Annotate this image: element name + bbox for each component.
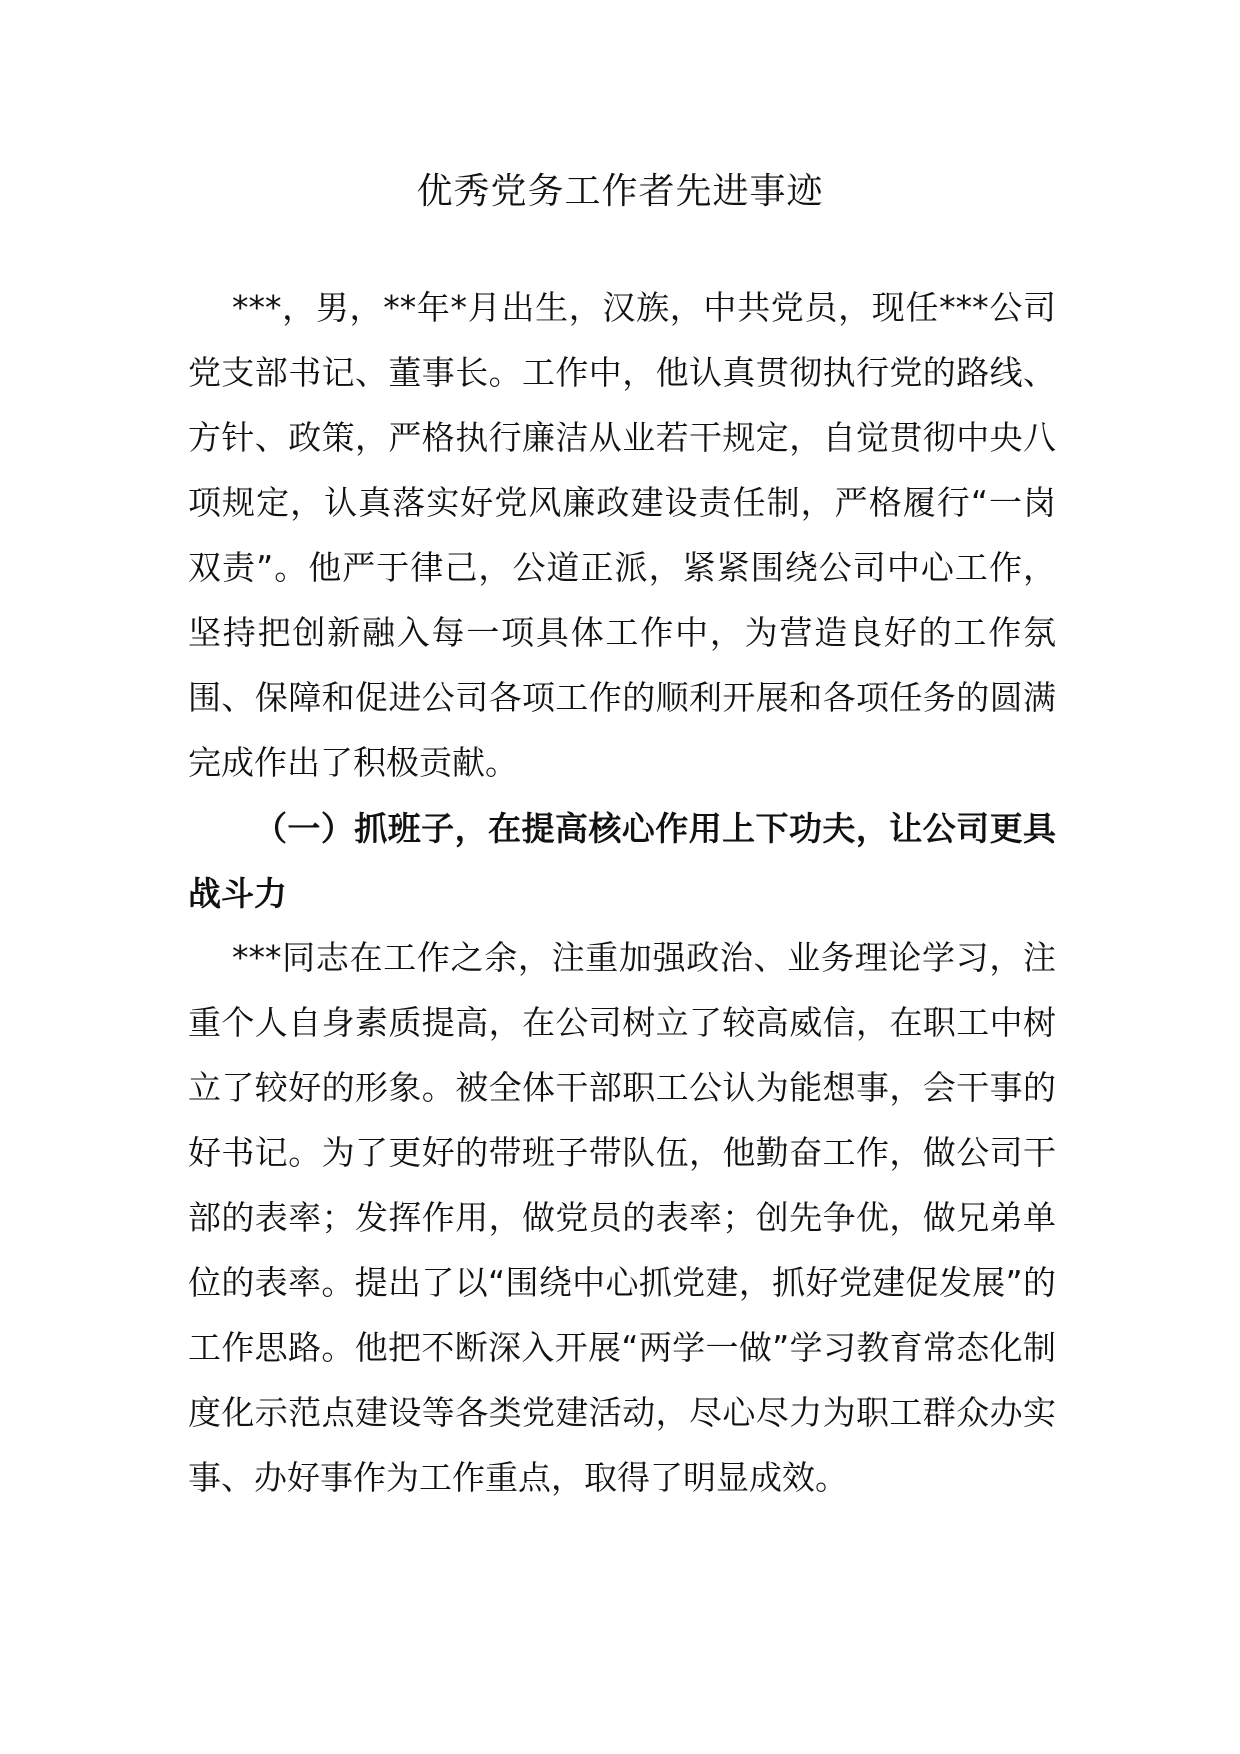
intro-paragraph: ***，男，**年*月出生，汉族，中共党员，现任***公司党支部书记、董事长。工作中，他认真贯彻执行党的路线、方针、政策，严格执行廉洁从业若干规定，自觉贯彻中央八项规定，认真落实好党风廉政建设责任制，严格履行“一岗双责”。他严于律己，公道正派，紧紧围绕公司中心工作，坚持把创新融入每一项具体工作中，为营造良好的工作氛围、保障和促进公司各项工作的顺利开展和各项任务的圆满完成作出了积极贡献。 (188, 288, 1056, 782)
section-paragraph: ***同志在工作之余，注重加强政治、业务理论学习，注重个人自身素质提高，在公司树立了较高威信，在职工中树立了较好的形象。被全体干部职工公认为能想事，会干事的好书记。为了更好的带班子带队伍，他勤奋工作，做公司干部的表率；发挥作用，做党员的表率；创先争优，做兄弟单位的表率。提出了以“围绕中心抓党建，抓好党建促发展”的工作思路。他把不断深入开展“两学一做”学习教育常态化制度化示范点建设等各类党建活动，尽心尽力为职工群众办实事、办好事作为工作重点，取得了明显成效。 (188, 938, 1056, 1497)
document-title: 优秀党务工作者先进事迹 (416, 171, 824, 212)
section-heading: （一）抓班子，在提高核心作用上下功夫，让公司更具战斗力 (188, 809, 1056, 913)
